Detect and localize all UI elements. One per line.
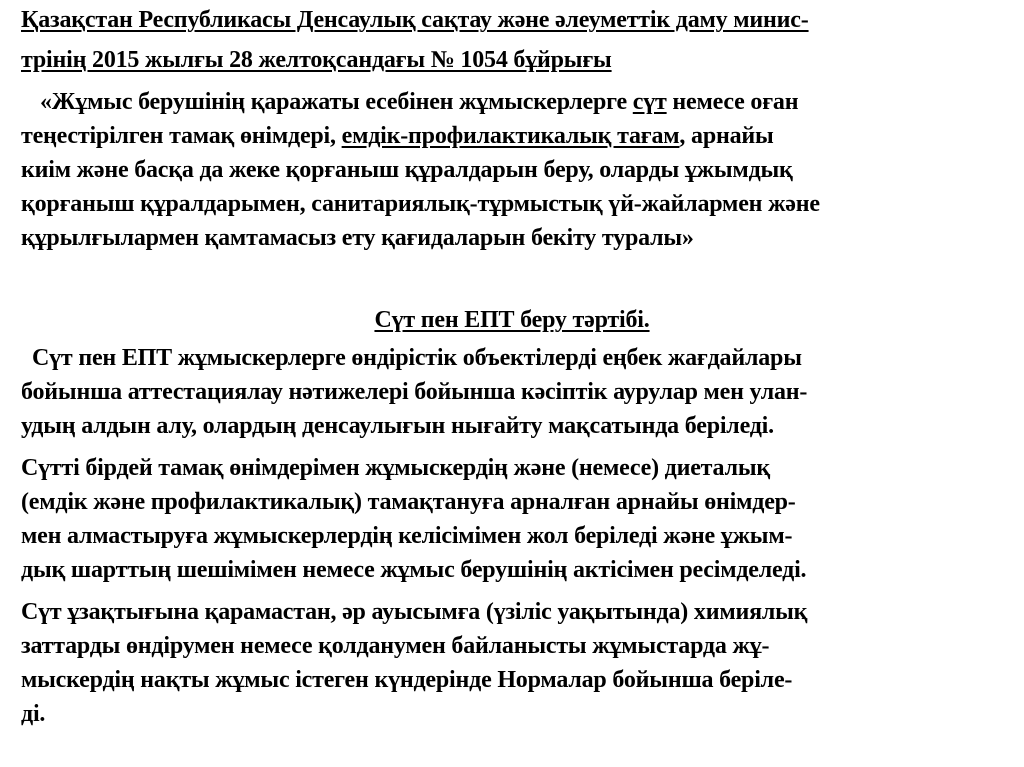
p3-line-2: заттарды өндірумен немесе қолданумен байланысты жұмыстарда жұ- <box>21 633 770 659</box>
intro-line-2 <box>21 124 774 148</box>
intro-line-5: құрылғылармен қамтамасыз ету қағидаларын бекіту туралы» <box>21 225 694 251</box>
intro-line-3: киім және басқа да жеке қорғаныш құралдарын беру, оларды ұжымдық <box>21 157 793 183</box>
intro-text: , арнайы <box>679 123 774 149</box>
p1-line-2: бойынша аттестациялау нәтижелері бойынша кәсіптік аурулар мен улан- <box>21 379 808 405</box>
p3-line-1: Сүт ұзақтығына қарамастан, әр ауысымға (үзіліс уақытында) химиялық <box>21 599 808 625</box>
intro-text: «Жұмыс берушінің қаражаты есебінен жұмыскерлерге <box>40 89 633 115</box>
p3-line-4: ді. <box>21 701 46 727</box>
section-title: Сүт пен ЕПТ беру тәртібі. <box>374 307 650 333</box>
intro-text: немесе оған <box>666 89 799 115</box>
intro-underlined-food: емдік-профилактикалық тағам <box>341 123 680 149</box>
p2-line-4: дық шарттың шешімімен немесе жұмыс берушінің актісімен ресімделеді. <box>21 557 807 583</box>
p1-line-1: Сүт пен ЕПТ жұмыскерлерге өндірістік объектілерді еңбек жағдайлары <box>32 345 802 371</box>
header-line-2: трінің 2015 жылғы 28 желтоқсандағы № 1054 бұйрығы <box>21 47 612 73</box>
p2-line-2: (емдік және профилактикалық) тамақтануға арналған арнайы өнімдер- <box>21 489 796 515</box>
intro-line-1 <box>40 90 798 114</box>
p2-line-1: Сүтті бірдей тамақ өнімдерімен жұмыскердің және (немесе) диеталық <box>21 455 771 481</box>
p3-line-3: мыскердің нақты жұмыс істеген күндерінде Нормалар бойынша беріле- <box>21 667 793 693</box>
p2-line-3: мен алмастыруға жұмыскерлердің келісімімен жол беріледі және ұжым- <box>21 523 793 549</box>
intro-text: теңестірілген тамақ өнімдері, <box>21 123 342 149</box>
p1-line-3: удың алдын алу, олардың денсаулығын нығайту мақсатында беріледі. <box>21 413 774 439</box>
intro-line-4: қорғаныш құралдарымен, санитариялық-тұрмыстық үй-жайлармен және <box>21 191 820 217</box>
intro-underlined-milk: сүт <box>632 89 667 115</box>
header-line-1: Қазақстан Республикасы Денсаулық сақтау және әлеуметтік даму минис- <box>21 7 809 33</box>
